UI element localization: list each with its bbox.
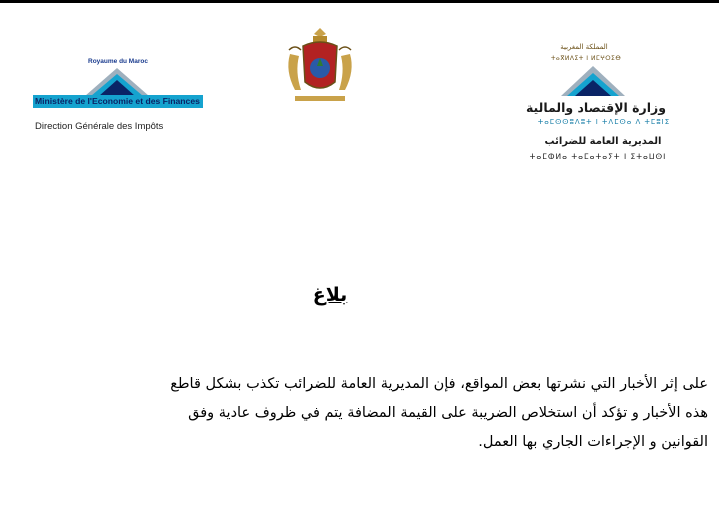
top-border-line [0,0,719,3]
ministry-label-fr: Ministère de l'Economie et des Finances [33,95,203,108]
triangle-logo-icon [561,66,625,96]
kingdom-label-tifinagh: ⵜⴰⴳⵍⴷⵉⵜ ⵏ ⵍⵎⵖⵔⵉⴱ [550,55,622,62]
dgi-logo-french [30,56,220,136]
directorate-label-ar: المديرية العامة للضرائب [544,136,662,147]
dgi-logo-arabic [508,38,698,178]
kingdom-label-fr: Royaume du Maroc [88,58,148,65]
triangle-logo-icon [85,68,149,96]
directorate-label-fr: Direction Générale des Impôts [35,121,164,132]
directorate-label-tifinagh: ⵜⴰⵎⵀⵍⴰ ⵜⴰⵎⴰⵜⴰⵢⵜ ⵏ ⵉⵜⴰⵡⵙⵏ [529,152,667,161]
communique-title: بلاغ [312,284,348,306]
ministry-label-tifinagh: ⵜⴰⵎⵙⵙⵓⴷⵓⵜ ⵏ ⵜⴷⵎⵙⴰ ⴷ ⵜⵎⵓⵏⵉ [537,118,671,126]
communique-body [10,370,708,457]
coat-of-arms-icon [285,26,355,104]
body-line: القوانين و الإجراءات الجاري بها العمل. [478,434,708,450]
kingdom-label-ar: المملكة المغربية [560,43,608,51]
ministry-label-ar: وزارة الإقتصاد والمالية [525,100,667,115]
body-line: هذه الأخبار و تؤكد أن استخلاص الضريبة على القيمة المضافة يتم في ظروف عادية وفق [188,405,708,421]
body-line: على إثر الأخبار التي نشرتها بعض المواقع، فإن المديرية العامة للضرائب تكذب بشكل قاطع [170,376,708,392]
